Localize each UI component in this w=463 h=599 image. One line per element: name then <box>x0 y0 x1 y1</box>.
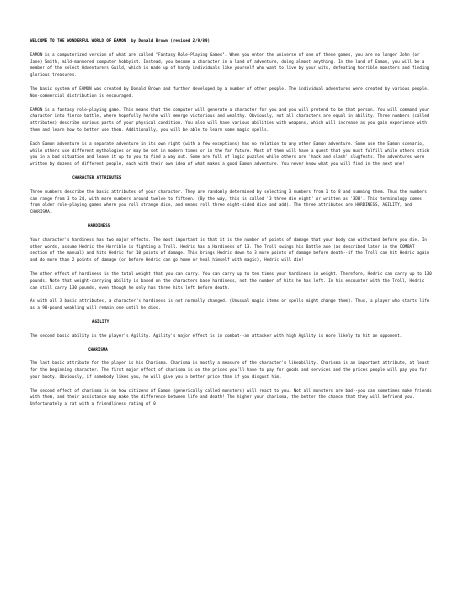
hardiness-paragraph-3: As with all 3 basic attributes, a character's hardiness is not normally changed. (Unusual magic items or spells might change them). Thus, a player who starts life as a 98-pound weakling will remain one until he dies. <box>30 298 430 311</box>
document-title: WELCOME TO THE WONDERFUL WORLD OF EAMON by Donald Brown (revised 2/9/89) <box>30 38 210 43</box>
hardiness-paragraph-2: The other effect of hardiness is the total weight that you can carry. You can carry up to ten times your hardiness in weight. Therefore, Hedric can carry up to 130 pounds. Note that weight-carrying ability is based on the characters base hardiness, not the number of hits he has left. In his encounter with the Troll, Hedric can still carry 130 pounds, even though he only has three hits left before death. <box>30 270 432 290</box>
intro-paragraph-2: The basic system of EAMON was created by Donald Brown and further developed by a number of other people. The individual adventures were created by various people. Non-commercial distribution is encouraged. <box>30 85 430 98</box>
section-heading-agility: AGILITY <box>92 318 110 324</box>
intro-paragraph-4: Each Eamon adventure is a separate adventure in its own right (with a few exceptions) has no relation to any other Eamon adventure. Some use the Eamon scenario, while others use different mythologies or may be set in modern times or in the far future. Most of them will have a quest that you must fulfill while others stick you in a bad situation and leave it up to you to find a way out. Some are full of logic puzzles while others are 'hack and slash' slugfests. The adventures were written by dozens of different people, each with their own idea of what makes a good Eamon adventure. You never know what you will find in the next one! <box>30 140 430 167</box>
charisma-paragraph-2: The second effect of charisma is on how citizens of Eamon (generically called monsters) will react to you. Not all monsters are bad--you can sometimes make friends with them, and their assistance may make the difference between life and death! The higher your charisma, the better the chance that they will befriend you. Unfortunately a rat with a friendliness rating of 0 <box>30 387 432 407</box>
section-heading-character-attributes: CHARACTER ATTRIBUTES <box>72 174 122 180</box>
character-attributes-paragraph: Three numbers describe the basic attributes of your character. They are randomly determined by selecting 3 numbers from 1 to 8 and summing them. Thus the numbers can range from 3 to 24, with more numbers around twelve to fifteen. (By the way, this is called '3 three die eight' or written as '3D8'. This terminology comes from older role-playing games where you roll strange dice, and means roll three eight-sided dice and add). The three attributes are HARDINESS, AGILITY, and CHARISMA. <box>30 188 427 215</box>
hardiness-paragraph-1: Your character's hardiness has two major effects. The most important is that it is the number of points of damage that your body can withstand before you die. In other words, assume Hedric the Horrible is fighting a Troll. Hedric has a Hardiness of 13. The Troll swings his Battle axe (as described later in the COMBAT section of the manual) and hits Hedric for 10 points of damage. This brings Hedric down to 3 more points of damage before death--if the Troll can hit Hedric again and do more than 2 points of damage (or before Hedric can go home or heal himself with magic), Hedric will die! <box>30 236 430 263</box>
agility-paragraph: The second basic ability is the player's Agility. Agility's major effect is in combat--an attacker with high Agility is more likely to hit an opponent. <box>30 332 403 338</box>
intro-paragraph-3: EAMON is a fantasy role-playing game. This means that the computer will generate a character for you and you will pretend to be that person. You will command your character into fierce battle, where hopefully he/she will emerge victorious and wealthy. Obviously, not all characters are equal in ability. Three numbers (called attributes) describe various parts of your physical condition. You also will have various abilities with weapons, which will increase as you gain experience with them and learn how to better use them. Additionally, you will be able to learn some magic spells. <box>30 106 430 132</box>
section-heading-charisma: CHARISMA <box>88 346 108 352</box>
charisma-paragraph-1: The last basic attribute for the player is his Charisma. Charisma is mostly a measure of the character's likeability. Charisma is an important attribute, at least for the beginning character. The first major effect of charisma is on the prices you'll have to pay for goods and services and the prices people will pay you for your booty. Obviously, if somebody likes you, he will give you a better price than if you disgust him. <box>30 360 430 379</box>
intro-paragraph-1: EAMON is a computerized version of what are called "Fantasy Role-Playing Games". When you enter the universe of one of these games, you are no longer John (or Jane) Smith, mild-mannered computer hobbyist. Instead, you become a character in a land of adventure, doing almost anything. In the land of Eamon, you will be a member of the select Adventurers Guild, which is made up of hardy individuals like yourself who want to live by your wits, defeating horrible monsters and finding glorious treasures. <box>30 51 430 78</box>
section-heading-hardiness: HARDINESS <box>88 222 111 228</box>
